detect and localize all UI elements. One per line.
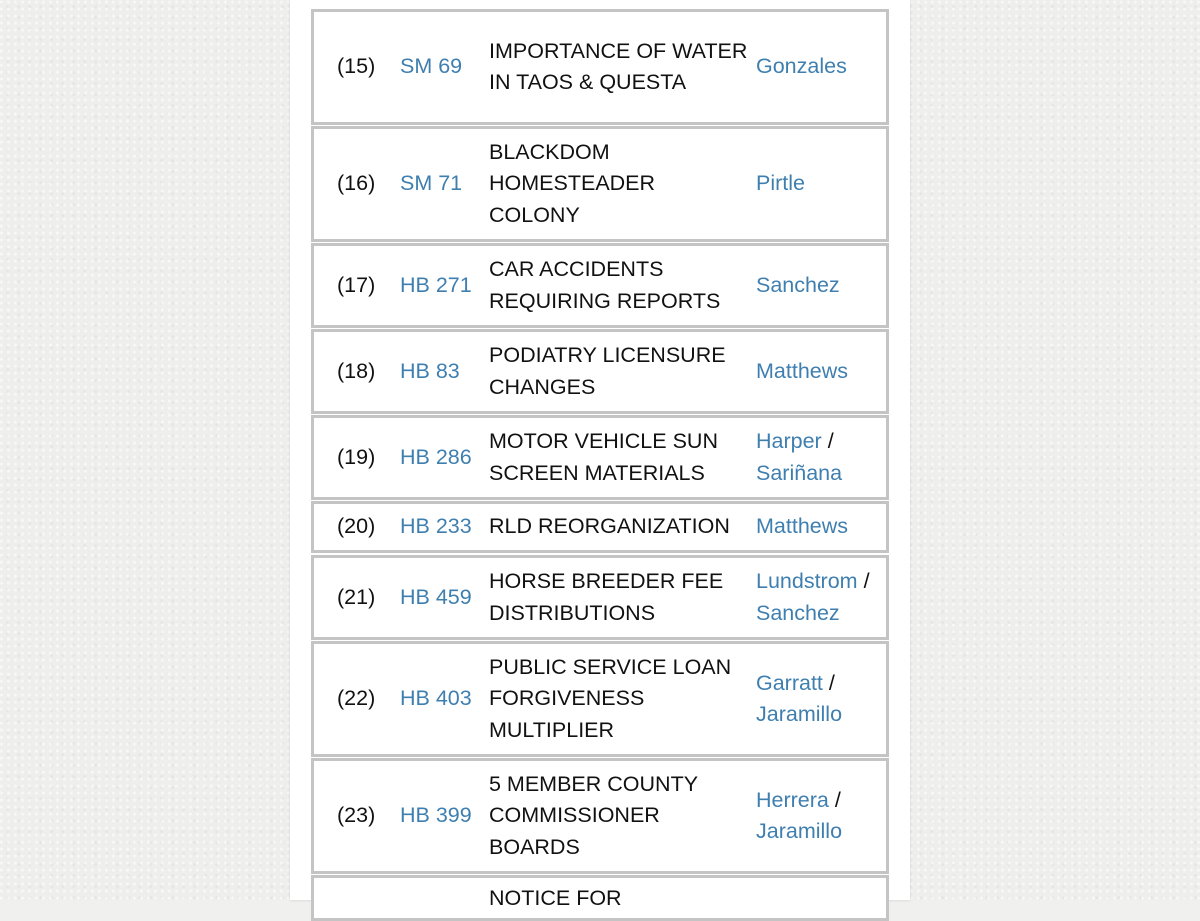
content-panel — [290, 0, 910, 910]
bill-title: MOTOR VEHICLE SUN SCREEN MATERIALS — [489, 429, 718, 485]
bill-title: PUBLIC SERVICE LOAN FORGIVENESS MULTIPLIER — [489, 654, 732, 742]
sponsor-link[interactable]: Jaramillo — [756, 702, 843, 726]
sponsor-link[interactable]: Garratt — [756, 670, 823, 695]
bill-link[interactable]: HB 399 — [400, 803, 472, 828]
sponsor-separator: / — [863, 569, 870, 594]
row-number: (18) — [337, 358, 376, 383]
sponsor-cell — [756, 785, 886, 848]
sponsor-link[interactable]: Sariñana — [756, 460, 843, 485]
bill-link[interactable]: SM 71 — [400, 171, 463, 196]
bill-title: IMPORTANCE OF WATER IN TAOS & QUESTA — [489, 38, 748, 94]
sponsor-link[interactable]: Sanchez — [756, 600, 840, 625]
bill-link[interactable]: HB 83 — [400, 358, 460, 383]
table-row — [311, 329, 889, 414]
sponsor-cell — [756, 511, 886, 542]
bill-title: HORSE BREEDER FEE DISTRIBUTIONS — [489, 569, 724, 625]
sponsor-link[interactable]: Harper — [756, 429, 822, 454]
bill-title: PODIATRY LICENSURE CHANGES — [489, 343, 726, 399]
sponsor-cell — [756, 51, 886, 82]
bill-link[interactable]: HB 286 — [400, 444, 472, 469]
row-number: (22) — [337, 686, 376, 711]
table-row — [311, 758, 889, 874]
sponsor-cell — [756, 426, 886, 489]
bill-title: BLACKDOM HOMESTEADER COLONY — [489, 139, 656, 227]
sponsor-link[interactable]: Pirtle — [756, 171, 805, 196]
table-row — [311, 641, 889, 757]
sponsor-separator: / — [827, 429, 834, 454]
row-number: (15) — [337, 54, 376, 79]
table-row — [311, 555, 889, 640]
table-row — [311, 875, 889, 921]
table-row — [311, 9, 889, 125]
sponsor-cell — [756, 566, 886, 629]
table-row — [311, 501, 889, 553]
table-row — [311, 415, 889, 500]
sponsor-link[interactable]: Jaramillo — [756, 819, 843, 843]
row-number: (20) — [337, 514, 376, 539]
bill-title: RLD REORGANIZATION — [489, 514, 730, 539]
bill-link[interactable]: HB 403 — [400, 686, 472, 711]
row-number: (21) — [337, 584, 376, 609]
bill-link[interactable]: HB 271 — [400, 272, 472, 297]
bill-title: 5 MEMBER COUNTY COMMISSIONER BOARDS — [489, 771, 698, 859]
sponsor-cell — [756, 356, 886, 387]
sponsor-link[interactable]: Gonzales — [756, 54, 847, 79]
bill-link[interactable]: SM 69 — [400, 54, 463, 79]
sponsor-cell — [756, 668, 886, 731]
sponsor-cell — [756, 270, 886, 301]
table-row — [311, 243, 889, 328]
row-number: (19) — [337, 444, 376, 469]
table-row — [311, 126, 889, 242]
sponsor-separator: / — [834, 787, 841, 812]
row-number: (17) — [337, 272, 376, 297]
bill-link[interactable]: HB 233 — [400, 514, 472, 539]
sponsor-link[interactable]: Sanchez — [756, 272, 840, 297]
sponsor-link[interactable]: Matthews — [756, 358, 849, 383]
sponsor-link[interactable]: Lundstrom — [756, 569, 858, 594]
bill-title: CAR ACCIDENTS REQUIRING REPORTS — [489, 257, 721, 313]
row-number: (23) — [337, 803, 376, 828]
bill-link[interactable]: HB 459 — [400, 584, 472, 609]
sponsor-link[interactable]: Herrera — [756, 787, 829, 812]
sponsor-separator: / — [828, 670, 835, 695]
sponsor-cell — [756, 168, 886, 199]
sponsor-link[interactable]: Matthews — [756, 514, 849, 539]
bill-title: NOTICE FOR — [489, 886, 622, 910]
row-number: (16) — [337, 171, 376, 196]
